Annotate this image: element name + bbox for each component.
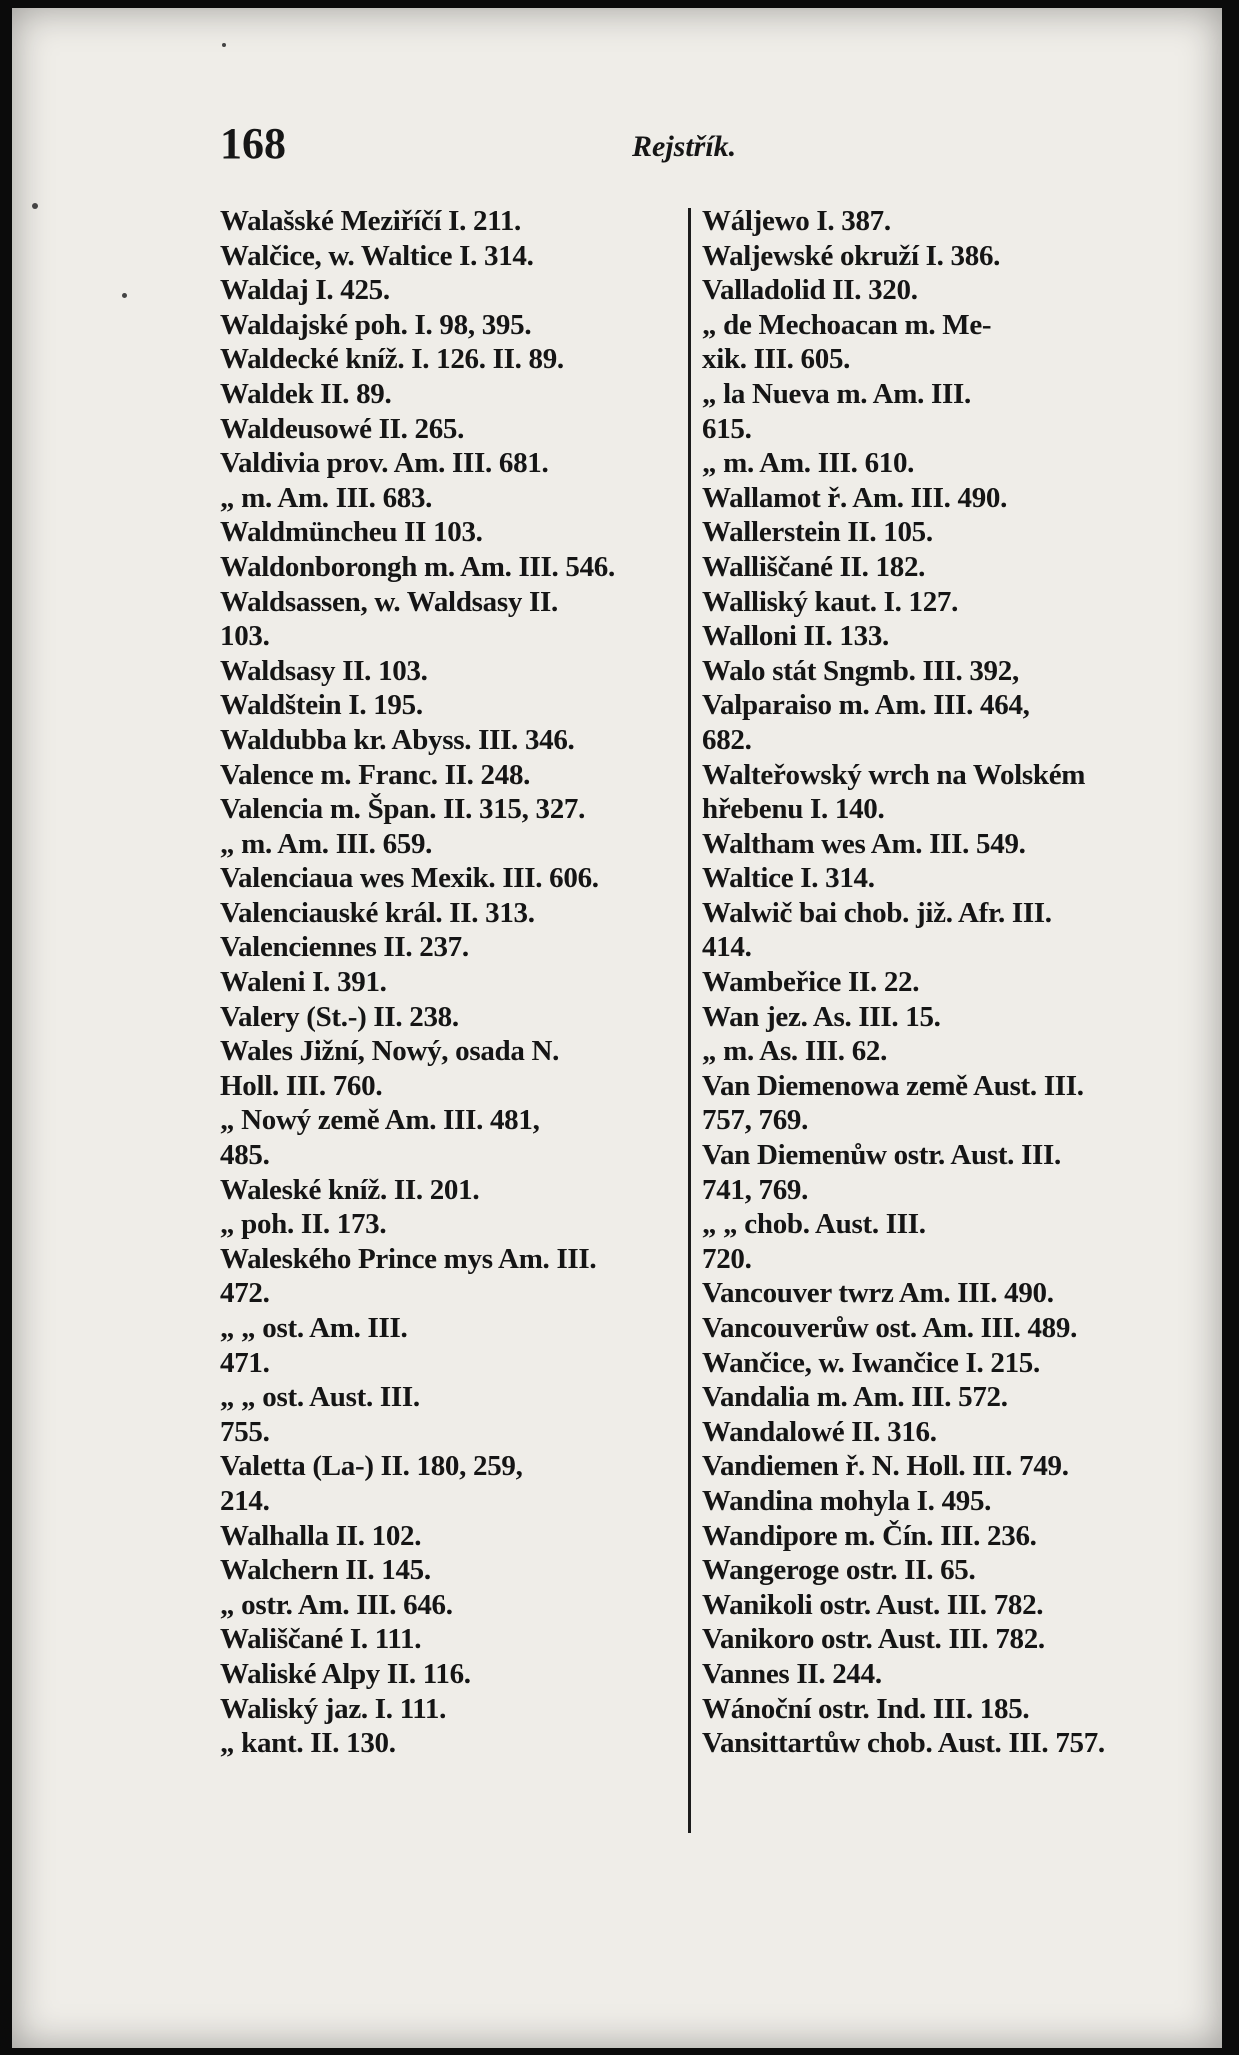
right-index-entry: Vansittartůw chob. Aust. III. 757.	[702, 1727, 1105, 1760]
left-index-entry: 472.	[220, 1277, 270, 1310]
left-index-entry: Waldsassen, w. Waldsasy II.	[220, 585, 558, 618]
right-index-entry: Wandipore m. Čín. III. 236.	[702, 1519, 1037, 1552]
ink-speck	[222, 43, 226, 47]
right-index-entry: Wan jez. As. III. 15.	[702, 1000, 941, 1033]
left-index-entry: Walčice, w. Waltice I. 314.	[220, 239, 534, 272]
right-index-entry: Walloni II. 133.	[702, 620, 889, 653]
left-index-entry: 103.	[220, 620, 270, 653]
right-index-entry: Vandiemen ř. N. Holl. III. 749.	[702, 1450, 1069, 1483]
left-index-entry: Valdivia prov. Am. III. 681.	[220, 447, 549, 480]
right-index-entry: Wánoční ostr. Ind. III. 185.	[702, 1692, 1030, 1725]
right-index-entry: Wangeroge ostr. II. 65.	[702, 1554, 976, 1587]
left-index-entry: 755.	[220, 1415, 270, 1448]
right-index-entry: 720.	[702, 1242, 752, 1275]
left-index-entry: Holl. III. 760.	[220, 1069, 383, 1102]
page-header	[12, 118, 1222, 178]
left-index-entry: „ poh. II. 173.	[220, 1208, 387, 1241]
left-index-entry: Waldonborongh m. Am. III. 546.	[220, 550, 615, 583]
left-index-entry: Walašské Meziříčí I. 211.	[220, 205, 521, 237]
left-index-entry: Waldajské poh. I. 98, 395.	[220, 308, 532, 341]
left-index-entry: „ Nowý země Am. III. 481,	[220, 1104, 540, 1137]
right-index-entry: „ m. Am. III. 610.	[702, 447, 915, 480]
right-index-entry: Wančice, w. Iwančice I. 215.	[702, 1346, 1040, 1379]
right-index-entry: Walliščané II. 182.	[702, 550, 926, 583]
right-index-entry: Valladolid II. 320.	[702, 274, 918, 307]
left-index-entry: Wales Jižní, Nowý, osada N.	[220, 1035, 560, 1068]
left-index-entry: Waldmüncheu II 103.	[220, 516, 483, 549]
left-index-entry: Waliský jaz. I. 111.	[220, 1692, 447, 1725]
right-index-entry: Walteřowský wrch na Wolském	[702, 758, 1086, 791]
book-page	[12, 8, 1222, 2048]
left-index-entry: Waldubba kr. Abyss. III. 346.	[220, 723, 575, 756]
left-index-entry: Waldeusowé II. 265.	[220, 412, 465, 445]
right-index-entry: Waltice I. 314.	[702, 862, 875, 895]
right-index-entry: Wallerstein II. 105.	[702, 516, 933, 549]
right-index-entry: Vancouverůw ost. Am. III. 489.	[702, 1312, 1078, 1344]
left-index-entry: Valetta (La-) II. 180, 259,	[220, 1450, 523, 1483]
index-column-left	[220, 204, 678, 1761]
left-index-entry: Waleského Prince mys Am. III.	[220, 1242, 597, 1275]
right-index-entry: „ m. As. III. 62.	[702, 1035, 888, 1068]
ink-speck	[122, 293, 127, 298]
column-divider	[688, 208, 691, 1833]
ink-speck	[32, 203, 38, 209]
left-index-entry: Walhalla II. 102.	[220, 1519, 422, 1552]
left-index-entry: „ „ ost. Am. III.	[220, 1312, 408, 1344]
left-index-entry: 485.	[220, 1139, 270, 1172]
left-index-entry: Walchern II. 145.	[220, 1554, 431, 1587]
left-index-entry: Waleské kníž. II. 201.	[220, 1173, 480, 1206]
right-index-entry: 615.	[702, 412, 752, 445]
right-index-entry: 682.	[702, 723, 752, 756]
right-index-entry: hřebenu I. 140.	[702, 793, 885, 826]
right-index-entry: Vanikoro ostr. Aust. III. 782.	[702, 1623, 1045, 1656]
right-index-entry: Walo stát Sngmb. III. 392,	[702, 654, 1019, 687]
right-index-entry: xik. III. 605.	[702, 343, 851, 376]
right-index-entry: Wandina mohyla I. 495.	[702, 1484, 992, 1517]
left-index-entry: Valenciauské král. II. 313.	[220, 896, 535, 929]
left-index-entry: Waleni I. 391.	[220, 966, 387, 999]
right-index-entry: Valparaiso m. Am. III. 464,	[702, 689, 1030, 722]
right-index-entry: Waljewské okruží I. 386.	[702, 239, 1001, 272]
left-index-entry: 214.	[220, 1484, 270, 1517]
left-index-entry: Waldecké kníž. I. 126. II. 89.	[220, 343, 564, 376]
left-index-entry: Valenciennes II. 237.	[220, 931, 469, 964]
right-index-entry: Vandalia m. Am. III. 572.	[702, 1381, 1008, 1414]
left-index-entry: Waldsasy II. 103.	[220, 654, 428, 687]
left-index-entry: Valencia m. Špan. II. 315, 327.	[220, 793, 586, 826]
right-index-entry: 757, 769.	[702, 1104, 809, 1137]
right-index-entry: „ „ chob. Aust. III.	[702, 1208, 926, 1241]
running-head: Rejstřík.	[632, 130, 737, 163]
left-index-entry: Waliské Alpy II. 116.	[220, 1657, 471, 1690]
right-index-entry: Van Diemenůw ostr. Aust. III.	[702, 1139, 1061, 1172]
right-index-entry: Wáljewo I. 387.	[702, 205, 891, 237]
right-index-entry: Waltham wes Am. III. 549.	[702, 827, 1026, 860]
right-index-entry: Wambeřice II. 22.	[702, 966, 920, 999]
left-index-entry: „ m. Am. III. 659.	[220, 827, 433, 860]
right-index-entry: Wallamot ř. Am. III. 490.	[702, 481, 1008, 514]
right-index-entry: „ la Nueva m. Am. III.	[702, 377, 971, 410]
right-index-entry: Vannes II. 244.	[702, 1657, 882, 1690]
left-index-entry: Valenciaua wes Mexik. III. 606.	[220, 862, 599, 895]
index-column-right	[702, 204, 1172, 1761]
right-index-entry: Wandalowé II. 316.	[702, 1415, 937, 1448]
right-index-entry: Van Diemenowa země Aust. III.	[702, 1069, 1084, 1102]
right-index-entry: „ de Mechoacan m. Me-	[702, 308, 992, 341]
right-index-entry: 414.	[702, 931, 752, 964]
left-index-entry: 471.	[220, 1346, 270, 1379]
left-index-entry: Waldaj I. 425.	[220, 274, 390, 307]
left-index-entry: Valery (St.-) II. 238.	[220, 1000, 459, 1033]
left-index-entry: „ kant. II. 130.	[220, 1727, 396, 1760]
left-index-entry: Waldek II. 89.	[220, 377, 392, 410]
page-number: 168	[220, 119, 286, 168]
left-index-entry: „ „ ost. Aust. III.	[220, 1381, 420, 1414]
right-index-entry: Walliský kaut. I. 127.	[702, 585, 959, 618]
left-index-entry: „ ostr. Am. III. 646.	[220, 1588, 453, 1621]
left-index-entry: „ m. Am. III. 683.	[220, 481, 433, 514]
right-index-entry: Walwič bai chob. již. Afr. III.	[702, 896, 1052, 929]
right-index-entry: Vancouver twrz Am. III. 490.	[702, 1277, 1054, 1310]
left-index-entry: Waldštein I. 195.	[220, 689, 423, 722]
left-index-entry: Valence m. Franc. II. 248.	[220, 758, 531, 791]
right-index-entry: 741, 769.	[702, 1173, 809, 1206]
right-index-entry: Wanikoli ostr. Aust. III. 782.	[702, 1588, 1044, 1621]
left-index-entry: Wališčané I. 111.	[220, 1623, 422, 1656]
